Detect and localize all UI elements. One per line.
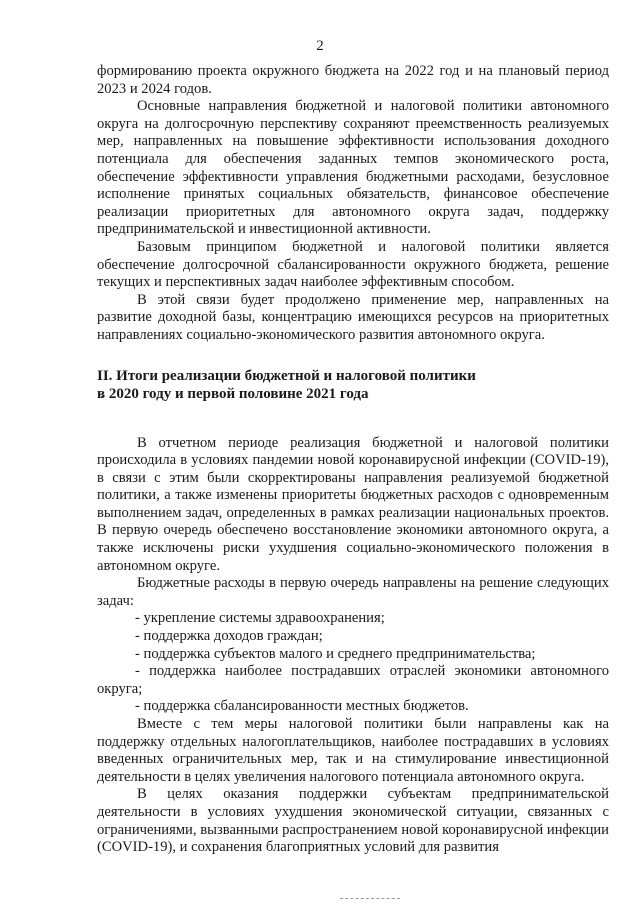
paragraph: Бюджетные расходы в первую очередь направлены на решение следующих задач: [97,575,609,609]
list-item: - поддержка доходов граждан; [135,628,323,645]
list-item: - поддержка субъектов малого и среднего предпринимательства; [135,645,536,662]
page-number: 2 [316,38,324,54]
document-body [97,63,609,857]
paragraph: В целях оказания поддержки субъектам предпринимательской деятельности в условиях ухудшения экономической ситуации, связанных с ограничениями, вызванными распространением новой коронавирусной инфекции (COVID-19), и сохранения благоприятных условий для развития [97,786,609,856]
paragraph: Вместе с тем меры налоговой политики были направлены как на поддержку отдельных налогоплательщиков, наиболее пострадавших в условиях введенных ограничительных мер, так и на стимулирование инвестиционной деятельности в целях увеличения налогового потенциала автономного округа. [97,716,609,785]
section-heading-line2: в 2020 году и первой половине 2021 года [97,385,369,402]
section-heading-line1: II. Итоги реализации бюджетной и налоговой политики [97,367,476,384]
list-item: - поддержка сбалансированности местных бюджетов. [135,698,469,715]
paragraph: В отчетном периоде реализация бюджетной и налоговой политики происходила в условиях пандемии новой коронавирусной инфекции (COVID-19), в связи с этим были скорректированы направления реализуемой бюджетной политики, а также изменены приоритеты бюджетных расходов с одновременным выполнением задач, определенных в рамках реализации национальных проектов. В первую очередь обеспечено восстановление экономики автономного округа, а также исключены риски ухудшения социально-экономического положения в автономном округе. [97,434,609,574]
list-item: - поддержка наиболее пострадавших отраслей экономики автономного округа; [97,663,609,697]
paragraph: Основные направления бюджетной и налоговой политики автономного округа на долгосрочную перспективу сохраняют преемственность реализуемых мер, направленных на повышение эффективности использования доходного потенциала для обеспечения заданных темпов экономического роста, обеспечение эффективности управления бюджетными расходами, безусловное исполнение принятых социальных обязательств, финансовое обеспечение реализации приоритетных для автономного округа задач, поддержку предпринимательской и инвестиционной активности. [97,98,609,238]
list-item: - укрепление системы здравоохранения; [135,610,385,627]
paragraph: В этой связи будет продолжено применение мер, направленных на развитие доходной базы, концентрацию имеющихся ресурсов на приоритетных направлениях социально-экономического развития автономного округа. [97,291,609,343]
paragraph-continuation: формированию проекта окружного бюджета на 2022 год и на плановый период 2023 и 2024 годов. [97,63,609,97]
scan-edge-mark [340,898,400,900]
paragraph: Базовым принципом бюджетной и налоговой политики является обеспечение долгосрочной сбалансированности окружного бюджета, решение текущих и перспективных задач наиболее эффективным способом. [97,238,609,291]
